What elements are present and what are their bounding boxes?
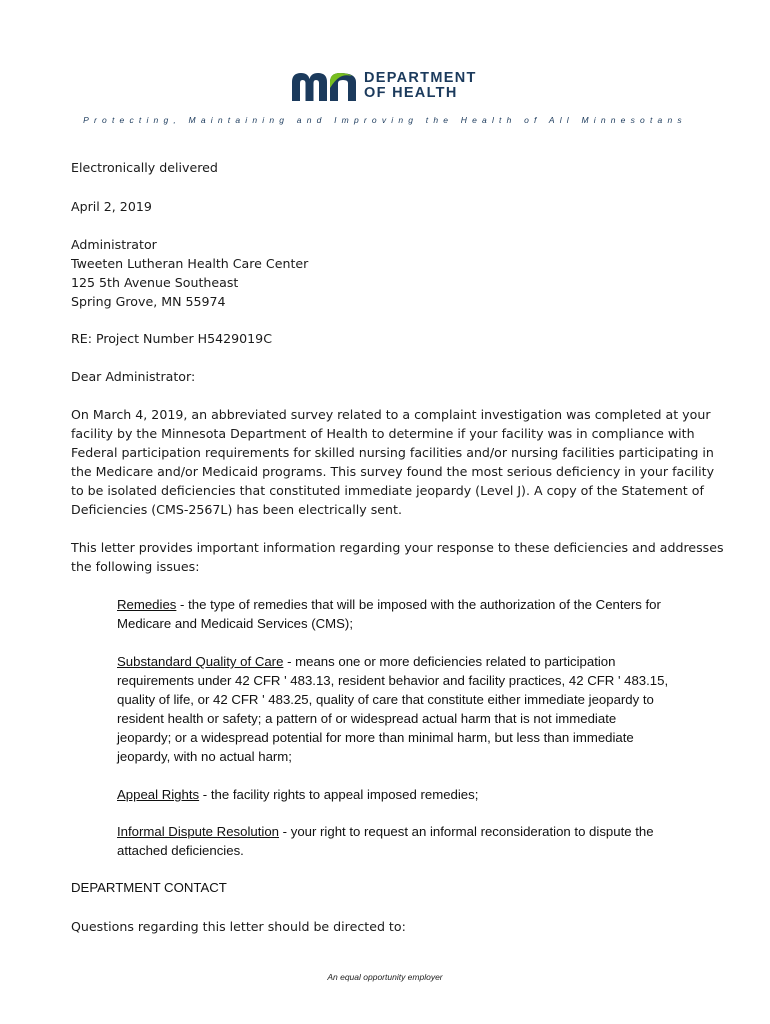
contact-heading: DEPARTMENT CONTACT — [71, 880, 227, 895]
issue-appeal-rights: Appeal Rights - the facility rights to appeal imposed remedies; — [117, 787, 479, 802]
logo-wordmark — [364, 71, 477, 101]
issue-substandard-quality: Substandard Quality of Care - means one or more deficiencies related to participation requirements under 42 CFR ' 483.13, resident behavior and facility practices, 42 CFR ' 483.15, quality of life, or 42 CFR ' 483.25, quality of care that constitute either immediate jeopardy to resident health or safety; a pattern of or widespread actual harm that is not immediate jeopardy; or a widespread potential for more than minimal harm, but less than immediate jeopardy, with no actual harm; — [117, 654, 669, 764]
logo-line-2: OF HEALTH — [364, 85, 458, 101]
address-line: 125 5th Avenue Southeast — [71, 275, 239, 290]
salutation: Dear Administrator: — [71, 369, 196, 384]
mdh-logo — [290, 70, 477, 102]
logo-line-1: DEPARTMENT — [364, 70, 477, 86]
address-line: Spring Grove, MN 55974 — [71, 294, 226, 309]
recipient-address — [71, 235, 711, 311]
paragraph-survey: On March 4, 2019, an abbreviated survey related to a complaint investigation was completed at your facility by the Minnesota Department of Health to determine if your facility was in compliance with Federal participation requirements for skilled nursing facilities and/or nursing facilities participating in the Medicare and/or Medicaid programs. This survey found the most serious deficiency in your facility to be isolated deficiencies that constituted immediate jeopardy (Level J). A copy of the Statement of Deficiencies (CMS-2567L) has been electrically sent. — [71, 407, 715, 517]
address-line: Tweeten Lutheran Health Care Center — [71, 256, 309, 271]
issue-term: Remedies — [117, 597, 177, 612]
paragraph-intro-issues: This letter provides important information regarding your response to these deficiencies and addresses the following issues: — [71, 540, 724, 574]
issue-term: Substandard Quality of Care — [117, 654, 284, 669]
mn-logo-icon — [290, 70, 358, 102]
contact-text: Questions regarding this letter should be directed to: — [71, 919, 406, 934]
issue-term: Appeal Rights — [117, 787, 200, 802]
re-line: RE: Project Number H5429019C — [71, 331, 272, 346]
issue-term: Informal Dispute Resolution — [117, 824, 279, 839]
issue-informal-dispute: Informal Dispute Resolution - your right to request an informal reconsideration to dispute the attached deficiencies. — [117, 824, 654, 858]
letter-date: April 2, 2019 — [71, 199, 152, 214]
delivery-method: Electronically delivered — [71, 160, 218, 175]
address-line: Administrator — [71, 237, 157, 252]
issue-remedies: Remedies - the type of remedies that will be imposed with the authorization of the Centers for Medicare and Medicaid Services (CMS); — [117, 597, 661, 631]
footer-eoe: An equal opportunity employer — [327, 972, 443, 982]
tagline: Protecting, Maintaining and Improving the Health of All Minnesotans — [83, 115, 687, 125]
